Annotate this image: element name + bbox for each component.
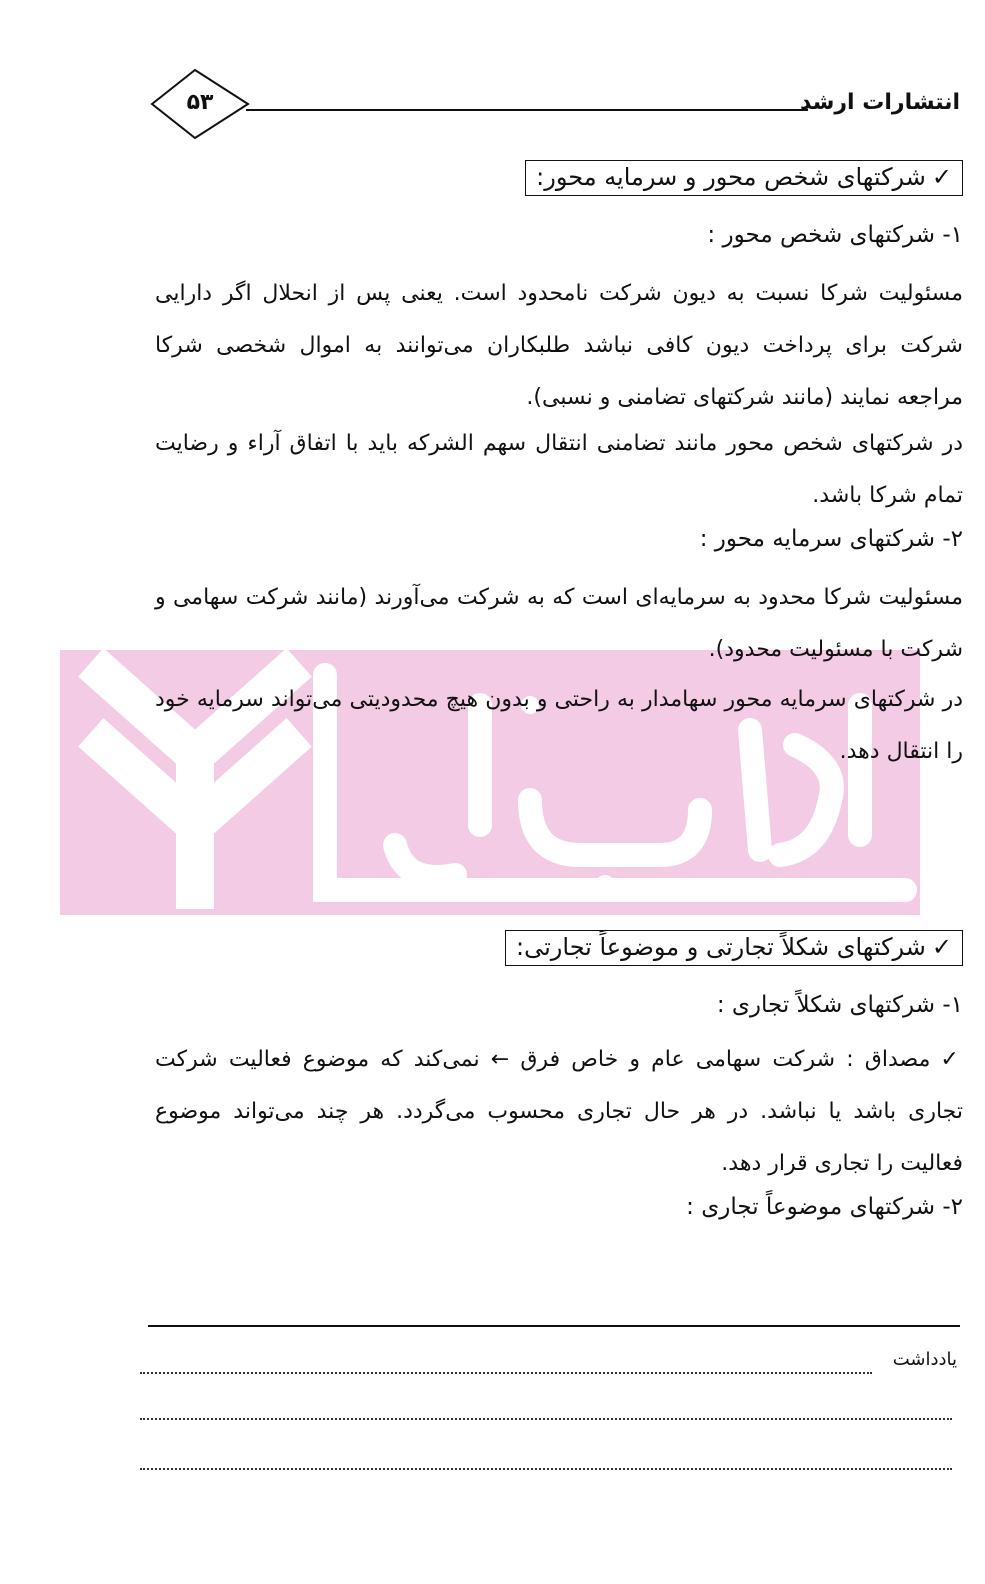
paragraph-instance bbox=[155, 1034, 963, 1190]
section-title: شرکتهای شخص محور و سرمایه محور: bbox=[536, 163, 926, 191]
notes-separator bbox=[148, 1325, 960, 1327]
check-icon: ✓ bbox=[931, 163, 952, 191]
section-title-box bbox=[505, 930, 963, 966]
page-number: ۵۳ bbox=[186, 90, 214, 115]
subsection-person bbox=[155, 222, 963, 248]
subsection-form-commercial bbox=[155, 992, 963, 1018]
notes-dotted-line bbox=[140, 1418, 952, 1420]
subsection-heading: ۱- شرکتهای شخص محور : bbox=[707, 222, 963, 248]
paragraph-text: مصداق : شرکت سهامی عام و خاص فرق ← نمی‌کند که موضوع فعالیت شرکت تجاری باشد یا نباشد. در هر حال تجاری محسوب می‌گردد. هر چند می‌تواند موضوع فعالیت را تجاری قرار دهد. bbox=[155, 1047, 963, 1176]
paragraph-transfer-capital bbox=[155, 674, 963, 778]
subsection-capital bbox=[155, 526, 963, 552]
check-icon: ✓ bbox=[940, 1047, 963, 1072]
paragraph: در شرکتهای سرمایه محور سهامدار به راحتی و بدون هیچ محدودیتی می‌تواند سرمایه خود را انتقال دهد. bbox=[155, 687, 963, 764]
subsection-subject-commercial bbox=[155, 1194, 963, 1220]
paragraph: در شرکتهای شخص محور مانند تضامنی انتقال سهم الشرکه باید با اتفاق آراء و رضایت تمام شرکا باشد. bbox=[155, 431, 963, 508]
section-title: شرکتهای شکلاً تجارتی و موضوعاً تجارتی: bbox=[516, 933, 926, 961]
paragraph: مسئولیت شرکا نسبت به دیون شرکت نامحدود است. یعنی پس از انحلال اگر دارایی شرکت برای پرداخت دیون کافی نباشد طلبکاران می‌توانند به اموال شخصی شرکا مراجعه نمایند (مانند شرکتهای تضامنی و نسبی). bbox=[155, 281, 963, 410]
subsection-heading: ۱- شرکتهای شکلاً تجاری : bbox=[716, 992, 963, 1018]
header-rule bbox=[246, 109, 808, 111]
publisher-name: انتشارات ارشد bbox=[800, 90, 960, 115]
paragraph-liability bbox=[155, 268, 963, 424]
paragraph bbox=[155, 1034, 963, 1190]
check-icon: ✓ bbox=[931, 933, 952, 961]
section-commercial bbox=[155, 930, 963, 966]
subsection-heading: ۲- شرکتهای سرمایه محور : bbox=[699, 526, 963, 552]
section-person-capital bbox=[155, 160, 963, 196]
section-title-box bbox=[525, 160, 963, 196]
subsection-heading: ۲- شرکتهای موضوعاً تجاری : bbox=[686, 1194, 963, 1220]
notes-dotted-line bbox=[140, 1372, 872, 1374]
paragraph-limited-liability bbox=[155, 572, 963, 676]
paragraph: مسئولیت شرکا محدود به سرمایه‌ای است که به شرکت می‌آورند (مانند شرکت سهامی و شرکت با مسئولیت محدود). bbox=[155, 585, 963, 662]
page-header bbox=[150, 68, 960, 140]
notes-label: یادداشت bbox=[892, 1349, 957, 1370]
paragraph-transfer-person bbox=[155, 418, 963, 522]
notes-dotted-line bbox=[140, 1468, 952, 1470]
